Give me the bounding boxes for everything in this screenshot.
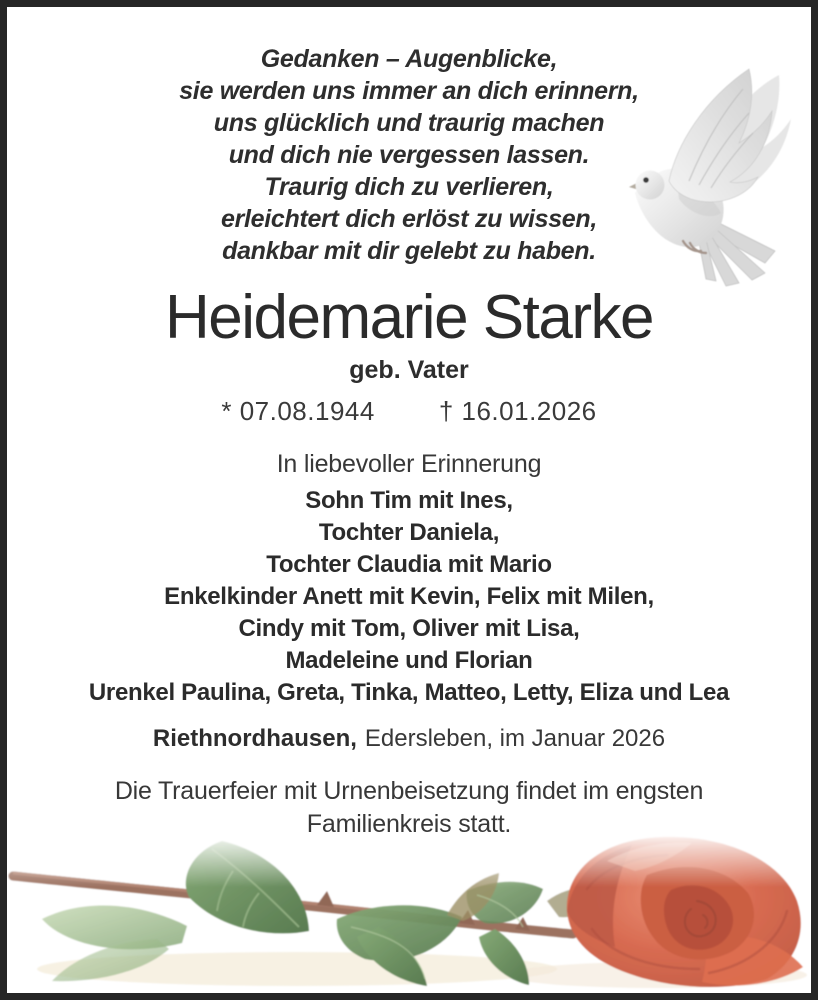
poem-line: und dich nie vergessen lassen. <box>228 141 590 169</box>
location-date-line <box>7 723 811 755</box>
notice-line: Familienkreis statt. <box>306 810 512 838</box>
rose-image <box>7 831 811 993</box>
family-line: Enkelkinder Anett mit Kevin, Felix mit Milen, <box>164 583 654 610</box>
family-line: Madeleine und Florian <box>285 647 533 674</box>
family-line: Urenkel Paulina, Greta, Tinka, Matteo, Letty, Eliza und Lea <box>88 679 730 706</box>
location-secondary: Edersleben, im Januar 2026 <box>364 725 666 752</box>
obituary-content <box>7 43 811 841</box>
family-line: Cindy mit Tom, Oliver mit Lisa, <box>238 615 580 642</box>
family-line: Tochter Daniela, <box>318 519 500 546</box>
family-line: Sohn Tim mit Ines, <box>305 487 513 514</box>
location-primary: Riethnordhausen, <box>152 725 357 752</box>
deceased-name: Heidemarie Starke <box>165 283 653 352</box>
funeral-notice <box>7 775 811 841</box>
poem-line: erleichtert dich erlöst zu wissen, <box>220 205 598 233</box>
life-dates <box>7 395 811 427</box>
notice-line: Die Trauerfeier mit Urnenbeisetzung findet im engsten <box>114 777 704 805</box>
poem-line: sie werden uns immer an dich erinnern, <box>179 77 639 105</box>
poem-line: Gedanken – Augenblicke, <box>260 45 558 73</box>
family-list <box>7 485 811 709</box>
maiden-name: geb. Vater <box>349 356 469 384</box>
poem-line: uns glücklich und traurig machen <box>213 109 605 137</box>
remembrance-intro: In liebevoller Erinnerung <box>276 450 542 478</box>
poem-line: Traurig dich zu verlieren, <box>264 173 554 201</box>
family-line: Tochter Claudia mit Mario <box>266 551 552 578</box>
poem-line: dankbar mit dir gelebt zu haben. <box>222 237 596 265</box>
death-date: † 16.01.2026 <box>438 396 597 426</box>
birth-date: * 07.08.1944 <box>221 396 375 426</box>
rose-graphic <box>7 831 811 993</box>
memorial-poem <box>7 43 811 267</box>
